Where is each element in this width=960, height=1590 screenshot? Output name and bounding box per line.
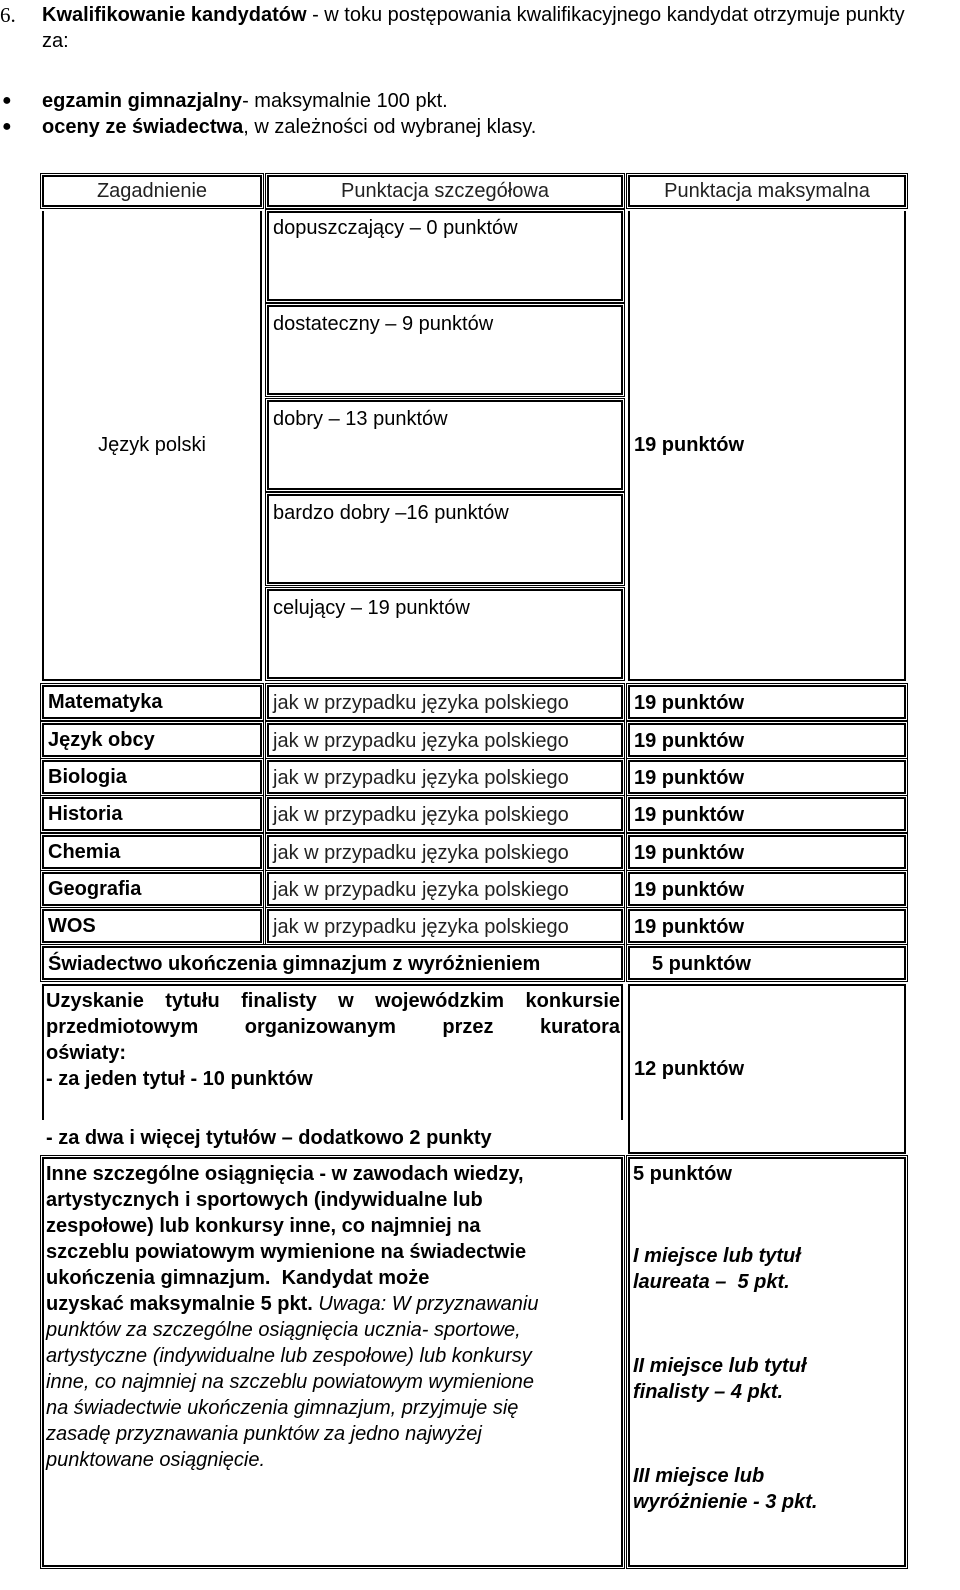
- max-cell: 19 punktów: [628, 760, 906, 794]
- header-max: Punktacja maksymalna: [628, 175, 906, 207]
- detail-cell: jak w przypadku języka polskiego: [267, 723, 623, 757]
- grade-cell: celujący – 19 punktów: [267, 589, 623, 679]
- subject-cell: Geografia: [42, 872, 262, 906]
- grade-cell: dobry – 13 punktów: [267, 400, 623, 490]
- subject-cell: Biologia: [42, 760, 262, 794]
- grade-cell: bardzo dobry –16 punktów: [267, 494, 623, 584]
- max-cell: 19 punktów: [628, 797, 906, 831]
- detail-cell: jak w przypadku języka polskiego: [267, 909, 623, 943]
- distinction-cell: Świadectwo ukończenia gimnazjum z wyróżnieniem: [42, 946, 623, 980]
- place-second: II miejsce lub tytuł finalisty – 4 pkt.: [633, 1355, 807, 1403]
- detail-cell: jak w przypadku języka polskiego: [267, 835, 623, 869]
- header-detail: Punktacja szczegółowa: [267, 175, 623, 207]
- finalist-text: Uzyskanie tytułu finalisty w wojewódzkim konkursie przedmiotowym organizowanym przez kuratora oświaty: - za jeden tytuł - 10 punktów: [46, 990, 620, 1090]
- place-first: I miejsce lub tytuł laureata – 5 pkt.: [633, 1245, 801, 1293]
- subject-polish: Język polski: [98, 434, 206, 456]
- header-topic: Zagadnienie: [42, 175, 262, 207]
- section-description: - w toku postępowania kwalifikacyjnego kandydat otrzymuje punkty za:: [42, 4, 905, 52]
- max-cell: 19 punktów: [628, 909, 906, 943]
- detail-cell: jak w przypadku języka polskiego: [267, 685, 623, 719]
- achievements-cell: Inne szczególne osiągnięcia - w zawodach wiedzy, artystycznych i sportowych (indywidualne lub zespołowe) lub konkursy inne, co najmniej na szczeblu powiatowym wymienione na świadectwie ukończenia gimnazjum. Kandydat może uzyskać maksymalnie 5 pkt. Uwaga: W przyznawaniu punktów za szczególne osiągnięcia ucznia- sportowe, artystyczne (indywidualne lub zespołowe) lub konkursy inne, co najmniej na szczeblu powiatowym wymienione na świadectwie ukończenia gimnazjum, przyjmuje się zasadę przyznawania punktów za jedno najwyżej punktowane osiągnięcie.: [42, 1157, 623, 1567]
- detail-cell: jak w przypadku języka polskiego: [267, 760, 623, 794]
- max-cell: 19 punktów: [628, 872, 906, 906]
- subject-cell: Matematyka: [42, 685, 262, 719]
- grade-cell: dopuszczający – 0 punktów: [267, 211, 623, 301]
- finalist-max: 12 punktów: [634, 1058, 745, 1080]
- max-cell: 19 punktów: [628, 835, 906, 869]
- detail-cell: jak w przypadku języka polskiego: [267, 872, 623, 906]
- section-number: 6.: [0, 3, 16, 27]
- subject-cell: Chemia: [42, 835, 262, 869]
- detail-cell: jak w przypadku języka polskiego: [267, 797, 623, 831]
- subject-cell: Historia: [42, 797, 262, 831]
- subject-cell: Język obcy: [42, 723, 262, 757]
- place-third: III miejsce lub wyróżnienie - 3 pkt.: [633, 1465, 818, 1513]
- distinction-max-cell: 5 punktów: [628, 946, 906, 980]
- bullet-icon: ●: [2, 92, 12, 109]
- achievements-max-cell: 5 punktów I miejsce lub tytuł laureata – 5 pkt. II miejsce lub tytuł finalisty – 4 pkt. III miejsce lub wyróżnienie - 3 pkt.: [628, 1157, 906, 1567]
- max-cell: 19 punktów: [628, 685, 906, 719]
- section-title: Kwalifikowanie kandydatów: [42, 4, 307, 26]
- max-polish: 19 punktów: [634, 434, 745, 456]
- grade-cell: dostateczny – 9 punktów: [267, 305, 623, 395]
- subject-cell: WOS: [42, 909, 262, 943]
- max-cell: 19 punktów: [628, 723, 906, 757]
- bullet-icon: ●: [2, 118, 12, 135]
- finalist-extra: - za dwa i więcej tytułów – dodatkowo 2 punkty: [46, 1127, 492, 1149]
